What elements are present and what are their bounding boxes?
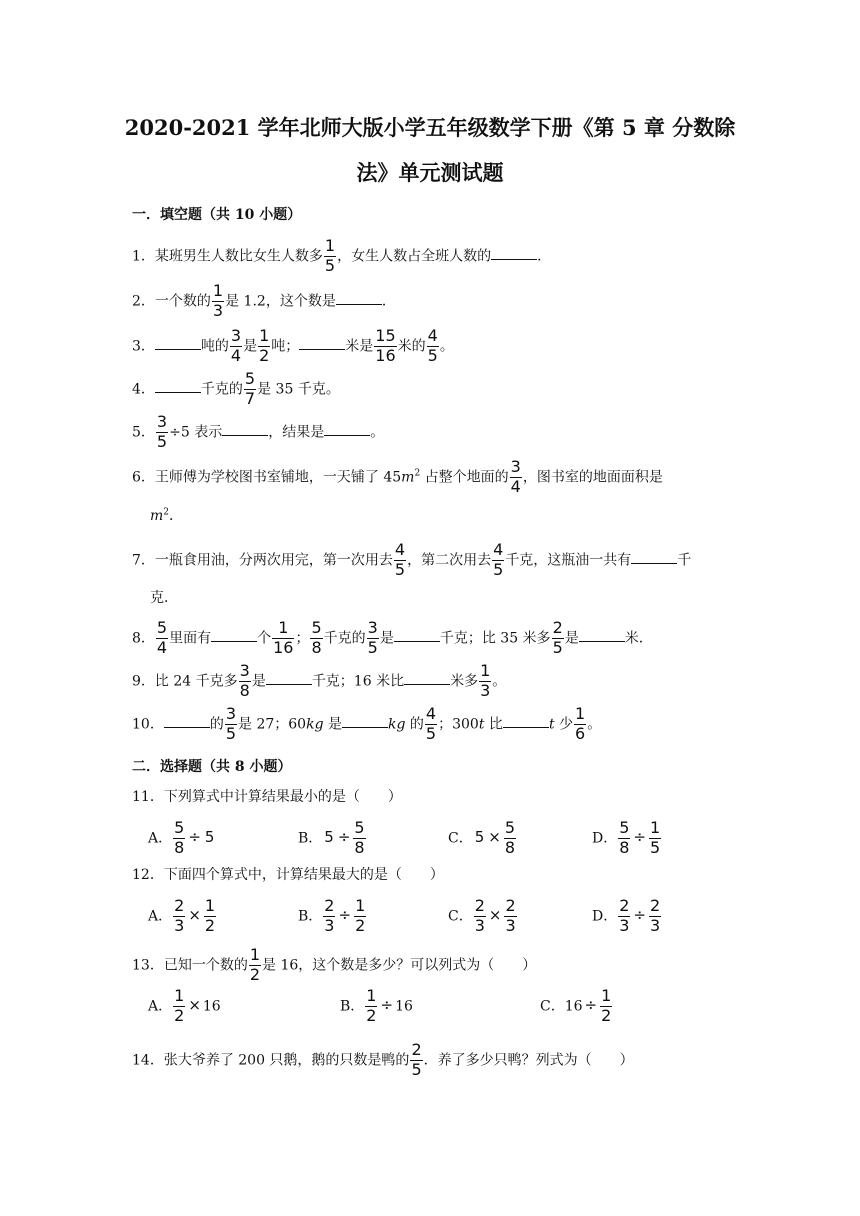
answer-blank[interactable] [394,629,440,642]
answer-blank[interactable] [404,672,450,685]
answer-blank[interactable] [503,715,549,728]
fraction: $\frac{1}{2}$ [249,945,261,984]
question-11: 11．下列算式中计算结果最小的是（ ） [132,789,402,805]
option-12-c[interactable]: C． $\frac{2}{3}$ × $\frac{2}{3}$ [448,896,516,935]
answer-blank[interactable] [491,247,537,260]
fraction: $\frac{5}{4}$ [156,618,168,657]
fraction: $\frac{3}{8}$ [239,661,250,700]
option-13-b[interactable]: B． $\frac{1}{2}$ ÷ 16 [340,986,413,1025]
answer-blank[interactable] [342,715,388,728]
fraction: $\frac{2}{5}$ [411,1040,422,1079]
fraction: $\frac{1}{2}$ [259,326,270,365]
answer-blank[interactable] [324,423,370,436]
answer-blank[interactable] [631,551,677,564]
question-7: 7．一瓶食用油，分两次用完，第一次用去 $\frac{4}{5}$ ，第二次用去 $\frac{4}{5}$ 千克，这瓶油一共有 千 [132,540,692,579]
title-line-1: 2020-2021 学年北师大版小学五年级数学下册《第 5 章 分数除 [124,115,736,140]
question-10: 10． 的 $\frac{3}{5}$ 是 27；60kg 是 kg 的 $\frac{4}{5}$ ；300t 比 t 少 $\frac{1}{6}$ 。 [132,704,602,743]
fraction: $\frac{3}{4}$ [510,457,521,496]
question-4: 4． 千克的 $\frac{5}{7}$ 是 35 千克。 [132,369,340,408]
section-fill-in: 一．填空题（共 10 小题） [132,207,302,223]
question-12: 12．下面四个算式中，计算结果最大的是（ ） [132,867,444,883]
option-11-d[interactable]: D． $\frac{5}{8}$ ÷ $\frac{1}{5}$ [592,818,661,857]
fraction: $\frac{1}{5}$ [324,236,336,275]
option-12-b[interactable]: B． $\frac{2}{3}$ ÷ $\frac{1}{2}$ [298,896,366,935]
question-6: 6．王师傅为学校图书室铺地，一天铺了 $45m^2$ 占整个地面的 $\frac{3}{4}$ ，图书室的地面面积是 [132,457,663,496]
answer-blank[interactable] [211,629,257,642]
fraction: $\frac{1}{3}$ [480,661,491,700]
title-line-2: 法》单元测试题 [356,160,504,185]
fraction: $\frac{3}{5}$ [225,704,237,743]
fraction: $\frac{2}{5}$ [552,618,563,657]
question-6-continued: $m^2$． [150,507,184,524]
answer-blank[interactable] [155,337,201,350]
answer-blank[interactable] [299,337,345,350]
question-2: 2．一个数的 $\frac{1}{3}$ 是 1.2，这个数是 ． [132,281,396,320]
option-12-d[interactable]: D． $\frac{2}{3}$ ÷ $\frac{2}{3}$ [592,896,661,935]
option-11-b[interactable]: B． 5 ÷ $\frac{5}{8}$ [298,818,365,857]
fraction: $\frac{1}{3}$ [212,281,224,320]
fraction: $\frac{1}{6}$ [575,704,586,743]
question-14: 14．张大爷养了 200 只鹅，鹅的只数是鸭的 $\frac{2}{5}$ ．养了多少只鸭？列式为（ ） [132,1040,634,1079]
answer-blank[interactable] [266,672,312,685]
fraction: $\frac{4}{5}$ [394,540,406,579]
fraction: $\frac{5}{8}$ [311,618,322,657]
option-13-a[interactable]: A． $\frac{1}{2}$ × 16 [148,986,221,1025]
answer-blank[interactable] [164,715,210,728]
question-8: 8． $\frac{5}{4}$ 里面有 个 $\frac{1}{16}$ ； $\frac{5}{8}$ 千克的 $\frac{3}{5}$ 是 千克；比 35 米多 $\frac{2}{5}$ 是 米． [132,618,653,657]
option-11-c[interactable]: C． 5 × $\frac{5}{8}$ [448,818,516,857]
section-multiple-choice: 二．选择题（共 8 小题） [132,759,292,775]
question-13: 13．已知一个数的 $\frac{1}{2}$ 是 16，这个数是多少？可以列式为（ ） [132,945,537,984]
fraction: $\frac{4}{5}$ [493,540,504,579]
option-11-a[interactable]: A． $\frac{5}{8}$ ÷ 5 [148,818,215,857]
question-9: 9．比 24 千克多 $\frac{3}{8}$ 是 千克；16 米比 米多 $\frac{1}{3}$ 。 [132,661,507,700]
fraction: $\frac{4}{5}$ [427,326,438,365]
fraction: $\frac{3}{5}$ [367,618,378,657]
fraction: $\frac{3}{5}$ [156,412,168,451]
option-12-a[interactable]: A． $\frac{2}{3}$ × $\frac{1}{2}$ [148,896,216,935]
answer-blank[interactable] [336,292,382,305]
fraction: $\frac{5}{7}$ [244,369,256,408]
fraction: $\frac{1}{16}$ [273,618,294,657]
option-13-c[interactable]: C．16 ÷ $\frac{1}{2}$ [540,986,612,1025]
answer-blank[interactable] [579,629,625,642]
question-3: 3． 吨的 $\frac{3}{4}$ 是 $\frac{1}{2}$ 吨； 米是 $\frac{15}{16}$ 米的 $\frac{4}{5}$ 。 [132,326,454,365]
fraction: $\frac{4}{5}$ [425,704,437,743]
answer-blank[interactable] [222,423,268,436]
question-5: 5． $\frac{3}{5}$ ÷5 表示 ，结果是 。 [132,412,385,451]
question-1: 1．某班男生人数比女生人数多 $\frac{1}{5}$ ，女生人数占全班人数的 ． [132,236,552,275]
fraction: $\frac{3}{4}$ [230,326,242,365]
question-7-continued: 克． [150,590,178,606]
answer-blank[interactable] [155,380,201,393]
fraction: $\frac{15}{16}$ [375,326,396,365]
